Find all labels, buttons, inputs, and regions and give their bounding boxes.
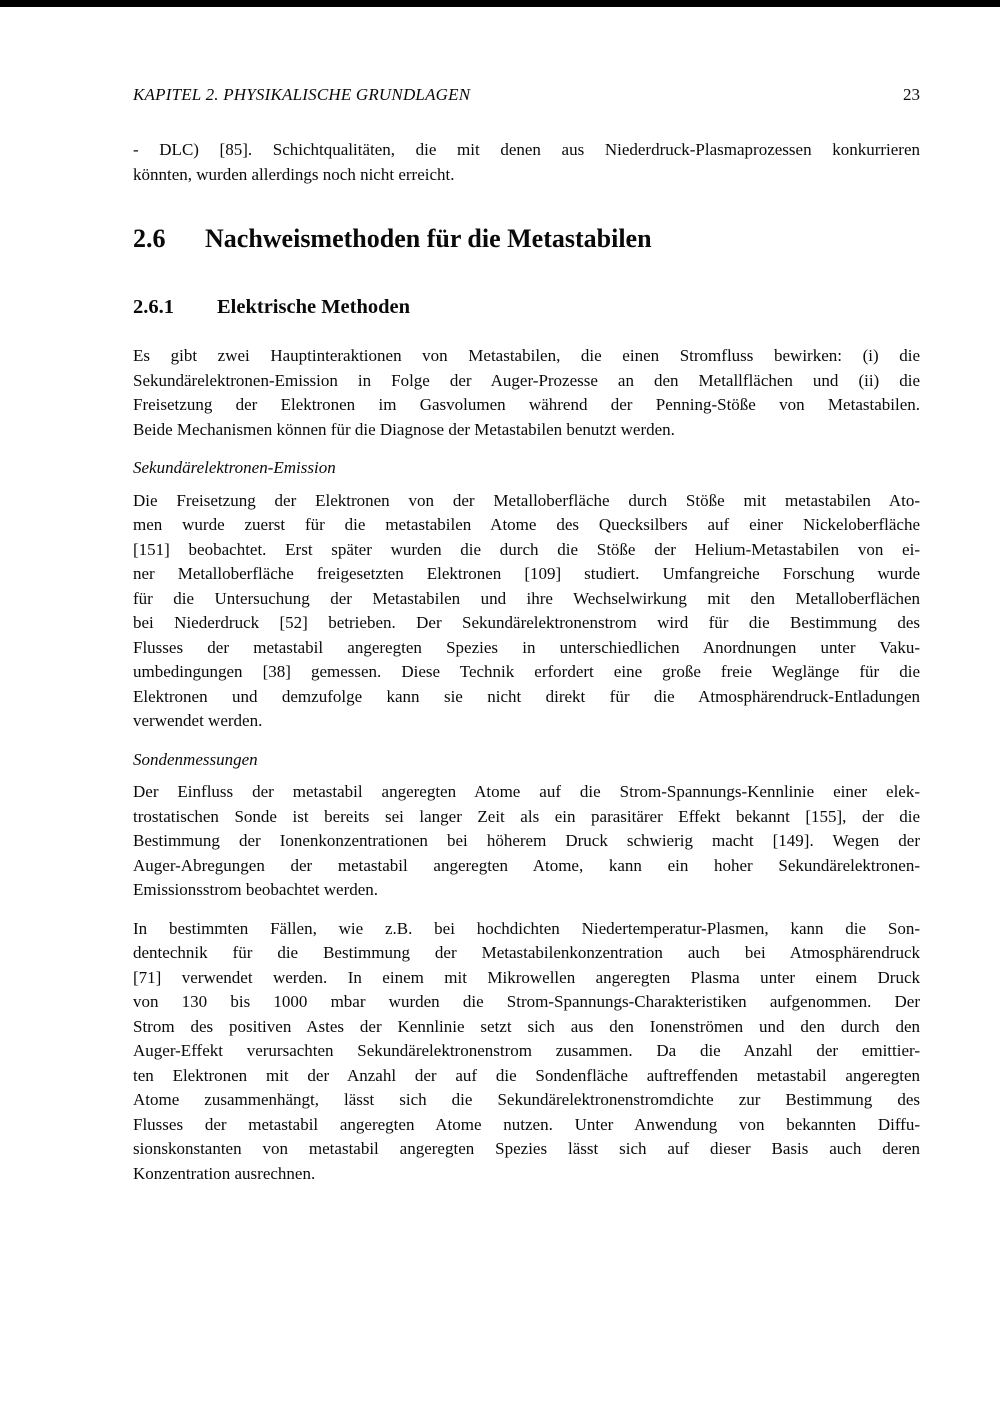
paragraph-heading-probe-measurements: Sondenmessungen (133, 749, 258, 769)
text-line: [151] beobachtet. Erst später wurden die durch die Stöße der Helium-Metastabilen von ei- (133, 539, 920, 559)
running-header (133, 84, 920, 105)
paragraph-heading-secondary-emission: Sekundärelektronen-Emission (133, 458, 336, 477)
paragraph-probe-measurements-1 (133, 780, 920, 903)
text-line: verwendet werden. (133, 711, 263, 730)
text-line: men wurde zuerst für die metastabilen Atome des Quecksilbers auf einer Nickeloberfläche (133, 515, 920, 534)
text-line: dentechnik für die Bestimmung der Metastabilenkonzentration auch bei Atmosphärendruck (133, 943, 920, 962)
section-heading (133, 223, 920, 255)
page-top-edge (0, 0, 1000, 7)
text-line: Freisetzung der Elektronen im Gasvolumen während der Penning-Stöße von Metastabilen. (133, 395, 920, 414)
text-line: ner Metalloberfläche freigesetzten Elektronen [109] studiert. Umfangreiche Forschung wurde (133, 564, 920, 583)
text-line: Flusses der metastabil angeregten Spezies in unterschiedlichen Anordnungen unter Vaku- (133, 637, 920, 657)
text-line: umbedingungen [38] gemessen. Diese Technik erfordert eine große freie Weglänge für die (133, 662, 920, 681)
text-line: Strom des positiven Astes der Kennlinie setzt sich aus den Ionenströmen und den durch den (133, 1016, 920, 1036)
subsection-title: Elektrische Methoden (217, 296, 411, 318)
text-line: Sekundärelektronen-Emission in Folge der Auger-Prozesse an den Metallflächen und (ii) die (133, 370, 920, 390)
text-line: von 130 bis 1000 mbar wurden die Strom-Spannungs-Charakteristiken aufgenommen. Der (133, 992, 920, 1011)
text-line: [71] verwendet werden. In einem mit Mikrowellen angeregten Plasma unter einem Druck (133, 967, 920, 987)
subsection-number: 2.6.1 (133, 296, 174, 318)
text-line: In bestimmten Fällen, wie z.B. bei hochdichten Niedertemperatur-Plasmen, kann die Son- (133, 918, 920, 938)
text-line: könnten, wurden allerdings noch nicht erreicht. (133, 164, 455, 184)
text-line: Beide Mechanismen können für die Diagnose der Metastabilen benutzt werden. (133, 419, 675, 439)
text-line: Der Einfluss der metastabil angeregten Atome auf die Strom-Spannungs-Kennlinie einer elek- (133, 782, 920, 801)
paragraph-probe-measurements-2 (133, 917, 920, 1187)
paragraph-intro (133, 138, 920, 187)
text-line: Konzentration ausrechnen. (133, 1163, 316, 1183)
text-line: sionskonstanten von metastabil angeregten Spezies lässt sich auf dieser Basis auch deren (133, 1139, 920, 1158)
paragraph-secondary-emission (133, 489, 920, 734)
text-line: Flusses der metastabil angeregten Atome nutzen. Unter Anwendung von bekannten Diffu- (133, 1114, 920, 1134)
text-line: bei Niederdruck [52] betrieben. Der Sekundärelektronenstrom wird für die Bestimmung des (133, 613, 920, 632)
section-title: Nachweismethoden für die Metastabilen (205, 224, 652, 253)
text-line: Emissionsstrom beobachtet werden. (133, 880, 379, 899)
subsection-heading (133, 295, 920, 320)
text-line: Bestimmung der Ionenkonzentrationen bei höherem Druck schwierig macht [149]. Wegen der (133, 831, 920, 850)
section-number: 2.6 (133, 224, 166, 253)
text-line: ten Elektronen mit der Anzahl der auf die Sondenfläche auftreffenden metastabil angeregten (133, 1065, 920, 1085)
text-line: Auger-Effekt verursachten Sekundärelektronenstrom zusammen. Da die Anzahl der emittier- (133, 1041, 920, 1060)
text-line: Es gibt zwei Hauptinteraktionen von Metastabilen, die einen Stromfluss bewirken: (i) die (133, 346, 920, 365)
text-line: - DLC) [85]. Schichtqualitäten, die mit denen aus Niederdruck-Plasmaprozessen konkurrieren (133, 140, 920, 159)
text-line: Elektronen und demzufolge kann sie nicht direkt für die Atmosphärendruck-Entladungen (133, 686, 920, 706)
text-line: trostatischen Sonde ist bereits sei langer Zeit als ein parasitärer Effekt bekannt [155], der die (133, 806, 920, 826)
text-line: Die Freisetzung der Elektronen von der Metalloberfläche durch Stöße mit metastabilen Ato- (133, 490, 920, 510)
text-line: Auger-Abregungen der metastabil angeregten Atome, kann ein hoher Sekundärelektronen- (133, 855, 920, 875)
text-line: für die Untersuchung der Metastabilen und ihre Wechselwirkung mit den Metalloberflächen (133, 588, 920, 608)
text-line: Atome zusammenhängt, lässt sich die Sekundärelektronenstromdichte zur Bestimmung des (133, 1090, 920, 1109)
paragraph-electric-methods (133, 344, 920, 442)
page-number: 23 (903, 85, 920, 104)
running-header-chapter: KAPITEL 2. PHYSIKALISCHE GRUNDLAGEN (133, 85, 471, 104)
